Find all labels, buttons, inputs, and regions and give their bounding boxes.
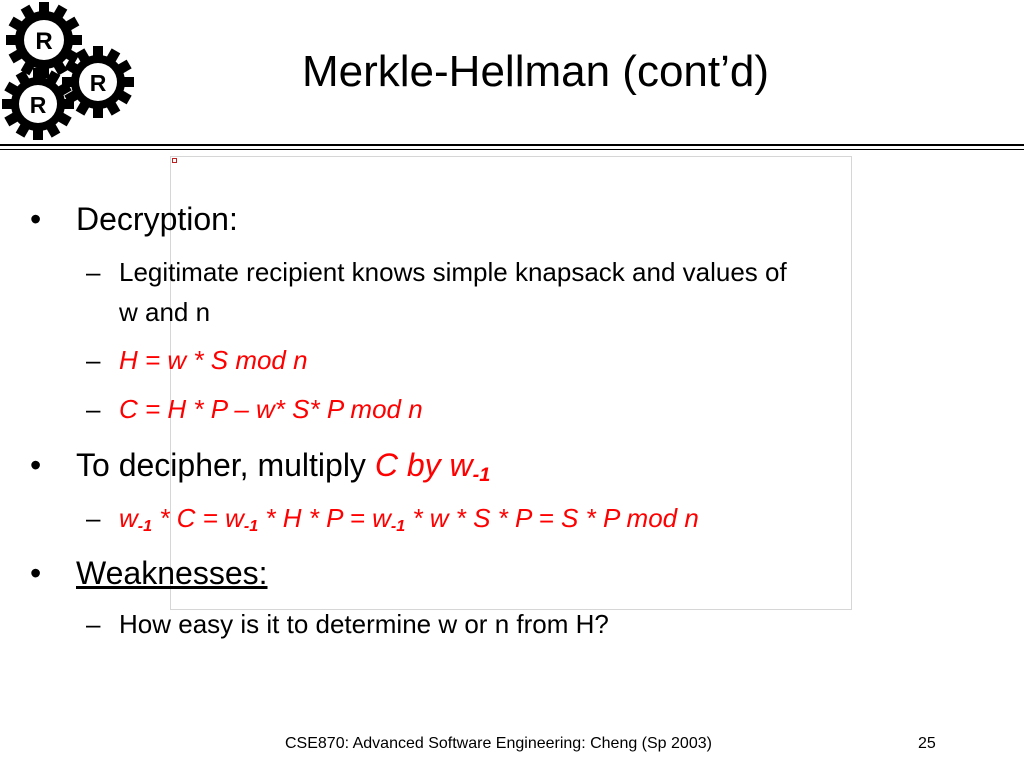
- bullet-marker: •: [30, 555, 42, 591]
- logo-letter-1: R: [35, 28, 53, 55]
- formula-part-3: * H * P = w: [258, 503, 391, 533]
- bullet-text: Decryption:: [76, 201, 238, 237]
- formula-inverse: [119, 503, 699, 536]
- dash-marker: –: [86, 345, 101, 375]
- slide-title: Merkle-Hellman (cont’d): [302, 47, 770, 96]
- formula-subscript-3: -1: [390, 517, 406, 536]
- decipher-formula-subscript: -1: [472, 463, 491, 486]
- dash-marker: –: [86, 257, 101, 287]
- logo-letter-2: R: [89, 70, 107, 96]
- formula-h: H = w * S mod n: [119, 345, 308, 375]
- gears-logo-graphic: [0, 0, 140, 140]
- formula-subscript-1: -1: [137, 517, 153, 536]
- bullet-marker: •: [30, 201, 42, 237]
- logo-letter-3: R: [29, 92, 47, 118]
- title-divider-thick: [0, 144, 1024, 146]
- title-divider-thin: [0, 149, 1024, 150]
- bullet-marker: •: [30, 447, 42, 483]
- sub-bullet-text-line1: Legitimate recipient knows simple knapsack and values of: [119, 257, 787, 287]
- footer-course: CSE870: Advanced Software Engineering: Cheng (Sp 2003): [285, 735, 712, 752]
- page-number: 25: [918, 735, 936, 752]
- broken-image-icon: [172, 158, 177, 163]
- bullet-text: Weaknesses:: [76, 555, 268, 591]
- decipher-formula: [374, 447, 491, 486]
- formula-subscript-2: -1: [243, 517, 259, 536]
- dash-marker: –: [86, 503, 101, 533]
- dash-marker: –: [86, 394, 101, 424]
- decipher-formula-main: C by w: [374, 447, 473, 483]
- dash-marker: –: [86, 609, 101, 639]
- sub-bullet-text-line2: w and n: [119, 297, 211, 327]
- formula-c: C = H * P – w* S* P mod n: [119, 394, 423, 424]
- formula-part-4: * w * S * P = S * P mod n: [405, 503, 699, 533]
- formula-part-1: w: [119, 503, 138, 533]
- sub-bullet-text: How easy is it to determine w or n from H?: [119, 609, 609, 639]
- formula-part-2: * C = w: [152, 503, 244, 533]
- decipher-prefix: To decipher, multiply: [76, 447, 375, 483]
- gears-logo: [0, 0, 140, 140]
- bullet-text: [76, 446, 490, 484]
- embedded-object-frame: [170, 156, 852, 610]
